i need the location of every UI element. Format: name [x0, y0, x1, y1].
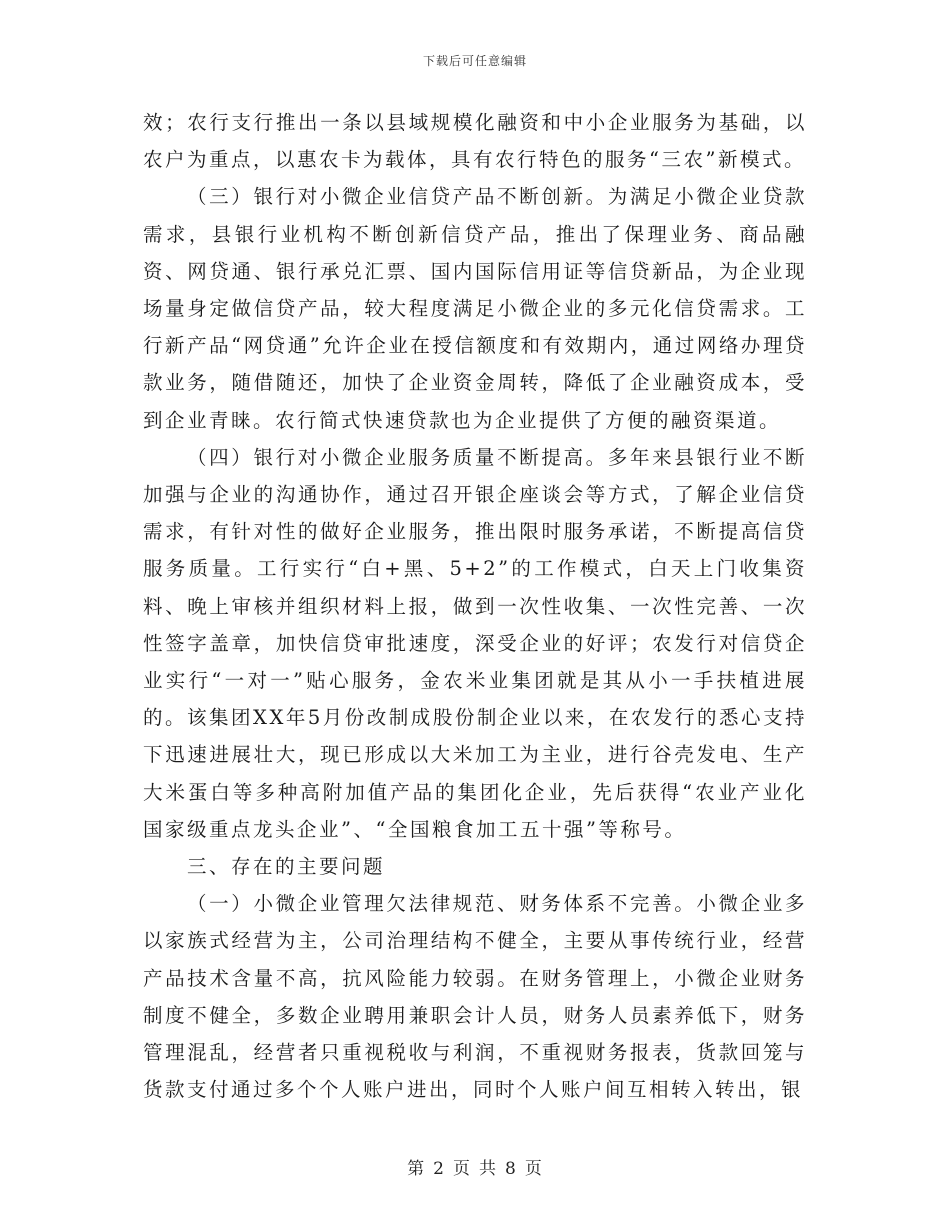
- footer-page-unit: 页: [453, 1159, 471, 1179]
- footer-page-number: 2: [433, 1159, 445, 1179]
- footer-prefix: 第: [407, 1159, 426, 1179]
- paragraph-service-quality: （四）银行对小微企业服务质量不断提高。多年来县银行业不断加强与企业的沟通协作，通过召开银企座谈会等方式，了解企业信贷需求，有针对性的做好企业服务，推出限时服务承诺，不断提高信贷服务质量。工行实行“白+黑、5+2”的工作模式，白天上门收集资料、晚上审核并组织材料上报，做到一次性收集、一次性完善、一次性签字盖章，加快信贷审批速度，深受企业的好评；农发行对信贷企业实行“一对一”贴心服务，金农米业集团就是其从小一手扶植进展的。该集团XX年5月份改制成股份制企业以来，在农发行的悉心支持下迅速进展壮大，现已形成以大米加工为主业，进行谷壳发电、生产大米蛋白等多种高附加值产品的集团化企业，先后获得“农业产业化国家级重点龙头企业”、“全国粮食加工五十强”等称号。: [143, 445, 807, 841]
- document-body: [143, 104, 807, 1108]
- page-footer: [0, 1154, 950, 1179]
- paragraph-continuation: 效；农行支行推出一条以县域规模化融资和中小企业服务为基础，以农户为重点，以惠农卡为载体，具有农行特色的服务“三农”新模式。: [143, 111, 807, 172]
- footer-total-unit: 页: [524, 1159, 543, 1179]
- page-header-note: 下载后可任意编辑: [422, 54, 527, 68]
- paragraph-management-issues: （一）小微企业管理欠法律规范、财务体系不完善。小微企业多以家族式经营为主，公司治理结构不健全，主要从事传统行业，经营产品技术含量不高，抗风险能力较弱。在财务管理上，小微企业财务制度不健全，多数企业聘用兼职会计人员，财务人员素养低下，财务管理混乱，经营者只重视税收与利润，不重视财务报表，货款回笼与货款支付通过多个个人账户进出，同时个人账户间互相转入转出，银: [143, 892, 807, 1102]
- footer-total-prefix: 共: [479, 1159, 497, 1179]
- section-heading-main-problems: 三、存在的主要问题: [187, 855, 386, 879]
- paragraph-credit-products: （三）银行对小微企业信贷产品不断创新。为满足小微企业贷款需求，县银行业机构不断创新信贷产品，推出了保理业务、商品融资、网贷通、银行承兑汇票、国内国际信用证等信贷新品，为企业现场量身定做信贷产品，较大程度满足小微企业的多元化信贷需求。工行新产品“网贷通”允许企业在授信额度和有效期内，通过网络办理贷款业务，随借随还，加快了企业资金周转，降低了企业融资成本，受到企业青睐。农行简式快速贷款也为企业提供了方便的融资渠道。: [143, 185, 807, 432]
- footer-total-pages: 8: [505, 1159, 517, 1179]
